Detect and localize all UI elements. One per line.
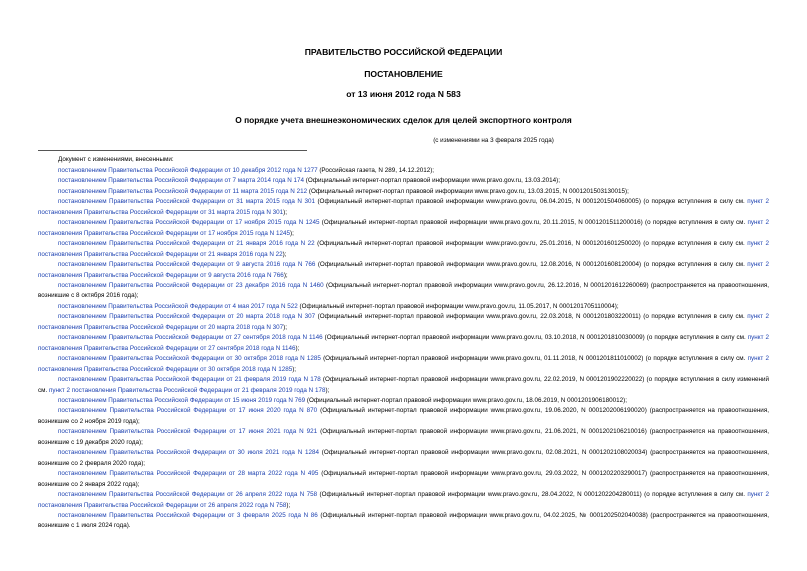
amendment-tail: ); [282, 250, 287, 258]
amendment-source: (Официальный интернет-портал правовой информации www.pravo.gov.ru, 12.08.2016, N 0001201608120004) (о порядке вступления в силу см. [315, 261, 748, 269]
amendment-item [38, 187, 769, 197]
revision-note: (с изменениями на 3 февраля 2025 года) [433, 137, 554, 144]
amendment-link[interactable]: постановлением Правительства Российской Федерации от 28 марта 2022 года N 495 [58, 470, 319, 478]
divider [38, 150, 307, 151]
amendment-item [38, 375, 769, 396]
amendment-source: (Российская газета, N 289, 14.12.2012); [317, 167, 435, 174]
amendment-item [38, 312, 769, 333]
amendment-tail: ); [292, 365, 297, 373]
amendment-item [38, 166, 769, 176]
amendment-link[interactable]: постановлением Правительства Российской Федерации от 20 марта 2018 года N 307 [58, 313, 316, 321]
amendment-source: (Официальный интернет-портал правовой информации www.pravo.gov.ru, 20.11.2015, N 0001201511200016) (о порядке вступления в силу см. [319, 219, 748, 227]
amendment-source: (Официальный интернет-портал правовой информации www.pravo.gov.ru, 29.03.2022, N 0001202203290017) (распространяется на правоотношения, возникшие со 2 января 2022 года); [38, 470, 769, 488]
effective-date-link[interactable]: пункт 2 постановления Правительства Российской Федерации от 30 октября 2018 года N 1285 [38, 355, 769, 373]
amendment-link[interactable]: постановлением Правительства Российской Федерации от 21 февраля 2019 года N 178 [58, 376, 321, 384]
amendment-source: (Официальный интернет-портал правовой информации www.pravo.gov.ru, 28.04.2022, N 0001202204280011) (о порядке вступления в силу см. [317, 491, 748, 499]
amendment-link[interactable]: постановлением Правительства Российской Федерации от 27 сентября 2018 года N 1146 [58, 334, 323, 342]
amendment-link[interactable]: постановлением Правительства Российской Федерации от 9 августа 2016 года N 766 [58, 261, 316, 269]
amendment-item [38, 427, 769, 448]
effective-date-link[interactable]: пункт 2 постановления Правительства Российской Федерации от 20 марта 2018 года N 307 [38, 313, 770, 331]
amendment-link[interactable]: постановлением Правительства Российской Федерации от 21 января 2016 года N 22 [58, 240, 315, 248]
amendment-source: (Официальный интернет-портал правовой информации www.pravo.gov.ru, 22.03.2018, N 0001201803220011) (о порядке вступления в силу см. [315, 313, 748, 321]
amendment-link[interactable]: постановлением Правительства Российской Федерации от 10 декабря 2012 года N 1277 [58, 167, 318, 174]
date-number-heading: от 13 июня 2012 года N 583 [346, 89, 461, 99]
amendment-source: (Официальный интернет-портал правовой информации www.pravo.gov.ru, 26.12.2016, N 0001201612260069) (распространяется на правоотношения, возникшие с 8 октября 2016 года); [38, 281, 769, 300]
effective-date-link[interactable]: пункт 2 постановления Правительства Российской Федерации от 9 августа 2016 года N 766 [38, 261, 770, 279]
amendment-source: (Официальный интернет-портал правовой информации www.pravo.gov.ru, 11.05.2017, N 0001201705110004); [297, 302, 619, 310]
effective-date-link[interactable]: пункт 2 постановления Правительства Российской Федерации от 21 января 2016 года N 22 [38, 240, 770, 258]
amendment-item [38, 239, 769, 260]
organization-heading: ПРАВИТЕЛЬСТВО РОССИЙСКОЙ ФЕДЕРАЦИИ [304, 47, 503, 57]
amendment-link[interactable]: постановлением Правительства Российской Федерации от 17 июня 2020 года N 870 [58, 407, 318, 415]
document-type-heading: ПОСТАНОВЛЕНИЕ [364, 69, 443, 79]
amendment-source: (Официальный интернет-портал правовой информации www.pravo.gov.ru, 04.02.2025, № 0001202502040038) (распространяется на правоотношения, возникшие с 1 июля 2024 года). [38, 511, 769, 530]
effective-date-link[interactable]: пункт 2 постановления Правительства Российской Федерации от 27 сентября 2018 года N 1146 [38, 334, 770, 352]
amendment-tail: ); [286, 501, 291, 509]
amendment-link[interactable]: постановлением Правительства Российской Федерации от 15 июня 2019 года N 769 [58, 396, 306, 404]
document-title: О порядке учета внешнеэкономических сделок для целей экспортного контроля [235, 115, 572, 125]
amendment-item [38, 469, 769, 490]
amendment-link[interactable]: постановлением Правительства Российской Федерации от 31 марта 2015 года N 301 [58, 198, 315, 206]
amendment-item [38, 281, 769, 302]
amendment-source: (Официальный интернет-портал правовой информации www.pravo.gov.ru, 25.01.2016, N 0001201601250020) (о порядке вступления в силу см. [314, 240, 748, 248]
amendment-tail: ); [283, 323, 287, 331]
amendment-item [38, 448, 769, 469]
amendment-tail: ); [289, 229, 294, 237]
amendment-source: (Официальный интернет-портал правовой информации www.pravo.gov.ru, 13.03.2014); [304, 177, 561, 185]
amendment-tail: ); [283, 271, 288, 279]
amendment-item [38, 490, 769, 511]
amendment-source: (Официальный интернет-портал правовой информации www.pravo.gov.ru, 01.11.2018, N 0001201811010002) (о порядке вступления в силу см. [320, 355, 748, 363]
amendment-link[interactable]: постановлением Правительства Российской Федерации от 17 ноября 2015 года N 1245 [58, 219, 320, 227]
effective-date-link[interactable]: пункт 2 постановления Правительства Российской Федерации от 17 ноября 2015 года N 1245 [38, 219, 769, 237]
effective-date-link[interactable]: пункт 2 постановления Правительства Российской Федерации от 26 апреля 2022 года N 758 [38, 491, 770, 509]
amendment-source: (Официальный интернет-портал правовой информации www.pravo.gov.ru, 13.03.2015, N 0001201503130015); [307, 187, 629, 195]
amendment-tail: ); [283, 208, 287, 216]
effective-date-link[interactable]: пункт 2 постановления Правительства Российской Федерации от 21 февраля 2019 года N 178 [48, 386, 326, 394]
amendment-source: (Официальный интернет-портал правовой информации www.pravo.gov.ru, 06.04.2015, N 0001201504060005) (о порядке вступления в силу см. [314, 198, 748, 206]
amendment-link[interactable]: постановлением Правительства Российской Федерации от 26 апреля 2022 года N 758 [58, 491, 318, 499]
amendment-source: (Официальный интернет-портал правовой информации www.pravo.gov.ru, 22.02.2019, N 0001201902220022) (о порядке вступления в силу изменений см. [38, 376, 769, 394]
amendment-item [38, 302, 769, 312]
amendment-link[interactable]: постановлением Правительства Российской Федерации от 23 декабря 2016 года N 1460 [58, 281, 324, 289]
amendment-source: (Официальный интернет-портал правовой информации www.pravo.gov.ru, 19.06.2020, N 0001202006190020) (распространяется на правоотношения, возникшие со 2 ноября 2019 года); [38, 407, 769, 425]
amendment-source: (Официальный интернет-портал правовой информации www.pravo.gov.ru, 18.06.2019, N 0001201906180012); [305, 396, 627, 404]
amendments-list [38, 166, 769, 532]
amendment-link[interactable]: постановлением Правительства Российской Федерации от 30 июля 2021 года N 1284 [58, 449, 320, 457]
amendment-item [38, 260, 769, 281]
effective-date-link[interactable]: пункт 2 постановления Правительства Российской Федерации от 31 марта 2015 года N 301 [38, 198, 770, 216]
amendment-source: (Официальный интернет-портал правовой информации www.pravo.gov.ru, 21.06.2021, N 0001202106210016) (распространяется на правоотношения, возникшие с 19 декабря 2020 года); [38, 428, 769, 446]
amendment-item [38, 176, 769, 186]
amendment-link[interactable]: постановлением Правительства Российской Федерации от 4 мая 2017 года N 522 [58, 302, 298, 310]
amendment-tail: ); [325, 386, 330, 394]
amendment-link[interactable]: постановлением Правительства Российской Федерации от 11 марта 2015 года N 212 [58, 187, 308, 195]
amendment-item [38, 396, 769, 406]
amendment-item [38, 197, 769, 218]
amendment-source: (Официальный интернет-портал правовой информации www.pravo.gov.ru, 02.08.2021, N 0001202108020034) (распространяется на правоотношения, возникшие со 2 февраля 2020 года); [38, 449, 769, 467]
amendment-source: (Официальный интернет-портал правовой информации www.pravo.gov.ru, 03.10.2018, N 0001201810030009) (о порядке вступления в силу см. [322, 334, 748, 342]
amendment-link[interactable]: постановлением Правительства Российской Федерации от 7 марта 2014 года N 174 [58, 177, 305, 185]
amendment-item [38, 218, 769, 239]
amendment-item [38, 511, 769, 532]
amendment-item [38, 354, 769, 375]
amendment-item [38, 333, 769, 354]
amendment-link[interactable]: постановлением Правительства Российской Федерации от 3 февраля 2025 года N 86 [58, 511, 318, 519]
amendment-link[interactable]: постановлением Правительства Российской Федерации от 30 октября 2018 года N 1285 [58, 355, 321, 363]
amendments-intro: Документ с изменениями, внесенными: [58, 156, 174, 163]
amendment-link[interactable]: постановлением Правительства Российской Федерации от 17 июня 2021 года N 921 [58, 428, 318, 436]
amendment-tail: ); [295, 344, 300, 352]
amendment-item [38, 406, 769, 427]
